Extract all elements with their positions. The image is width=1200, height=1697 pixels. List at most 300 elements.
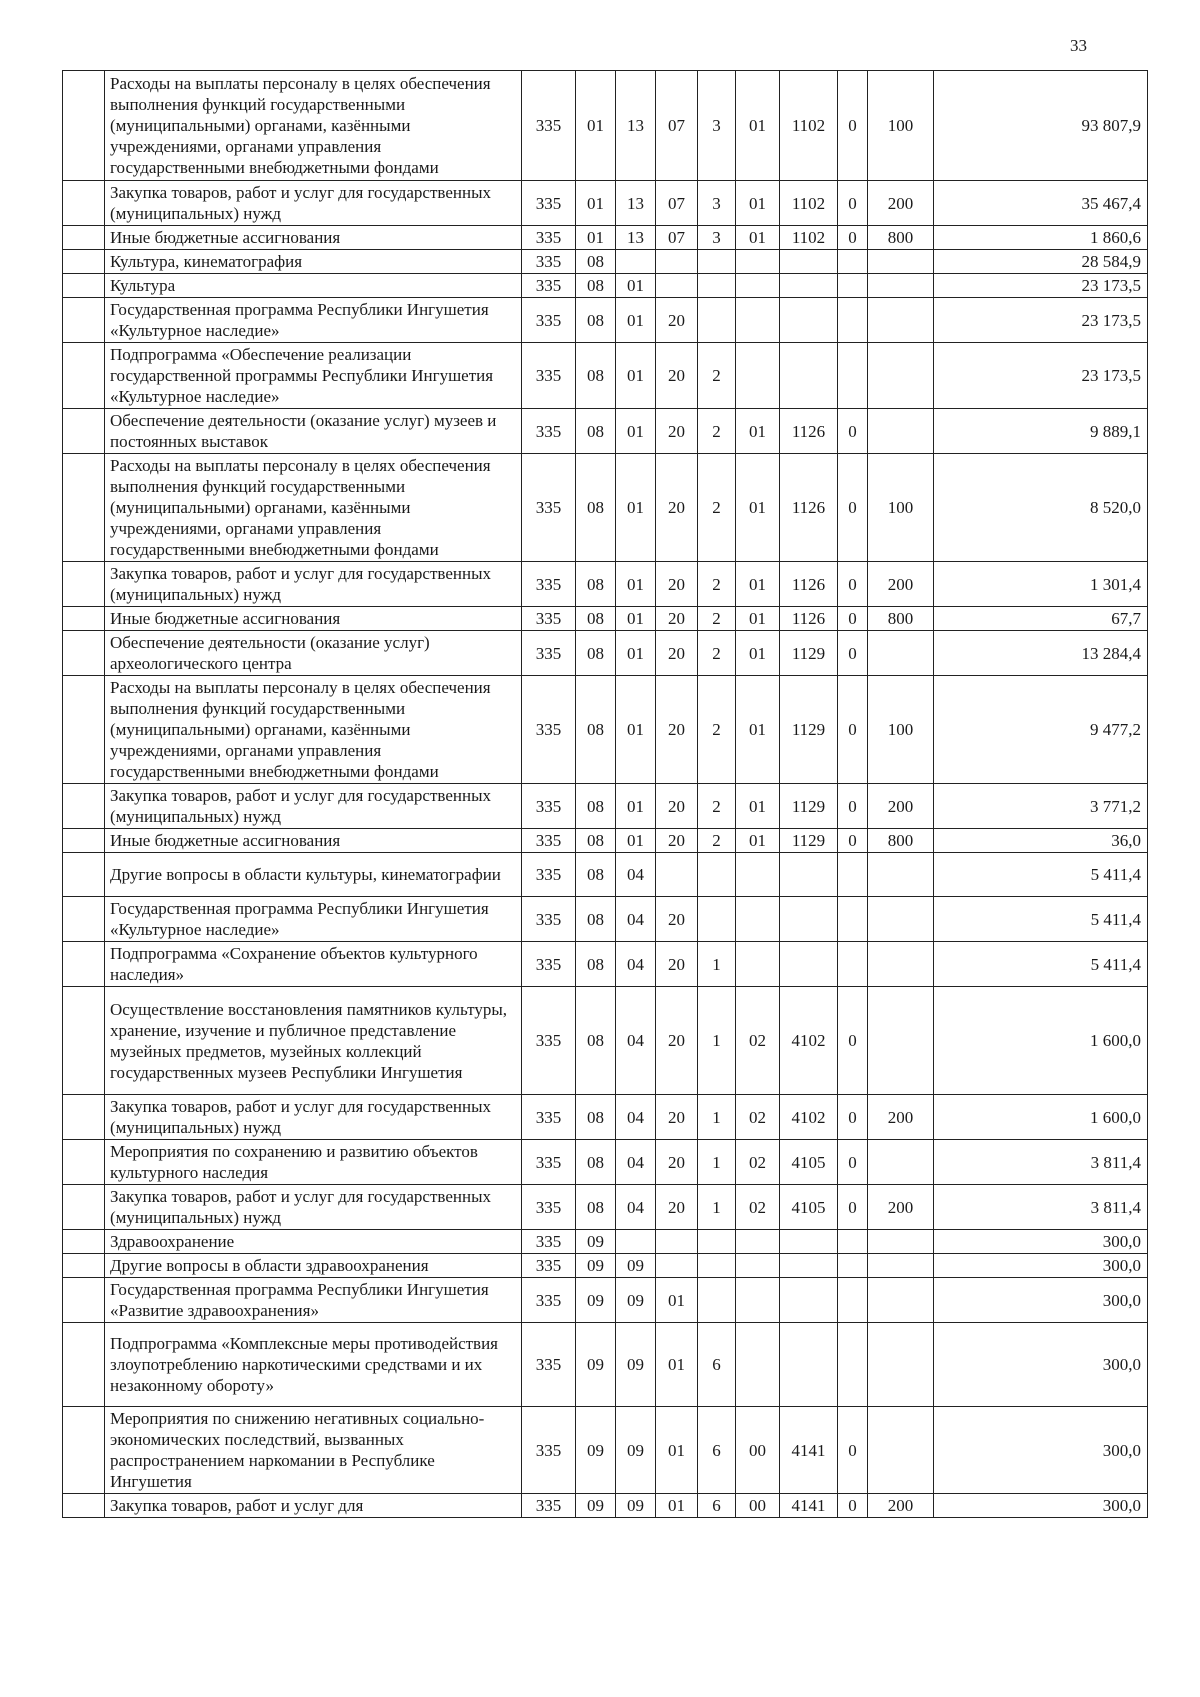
program-code: 20: [656, 942, 698, 987]
table-row: [63, 1254, 1148, 1278]
program-code: 20: [656, 1185, 698, 1230]
admin-code: 335: [522, 829, 576, 853]
table-row: [63, 274, 1148, 298]
table-row: [63, 1278, 1148, 1323]
event-code: 01: [736, 607, 780, 631]
expense-type-code: [868, 1140, 934, 1185]
section-code: 08: [576, 942, 616, 987]
direction-code: [780, 1254, 838, 1278]
event-code: 01: [736, 181, 780, 226]
expense-type-code: [868, 343, 934, 409]
row-number-cell: [63, 942, 105, 987]
digit-code: 0: [838, 1494, 868, 1518]
item-name: Подпрограмма «Сохранение объектов культурного наследия»: [105, 942, 522, 987]
direction-code: 1126: [780, 409, 838, 454]
direction-code: 4102: [780, 1095, 838, 1140]
table-row: [63, 71, 1148, 181]
subprogram-code: [698, 274, 736, 298]
table-row: [63, 853, 1148, 897]
row-number-cell: [63, 987, 105, 1095]
section-code: 08: [576, 343, 616, 409]
section-code: 08: [576, 987, 616, 1095]
subprogram-code: 2: [698, 829, 736, 853]
subprogram-code: [698, 1278, 736, 1323]
amount: 300,0: [934, 1494, 1148, 1518]
admin-code: 335: [522, 1140, 576, 1185]
subprogram-code: [698, 298, 736, 343]
admin-code: 335: [522, 1254, 576, 1278]
digit-code: 0: [838, 562, 868, 607]
expense-type-code: 200: [868, 1185, 934, 1230]
amount: 9 477,2: [934, 676, 1148, 784]
row-number-cell: [63, 274, 105, 298]
subsection-code: 13: [616, 181, 656, 226]
table-row: [63, 1407, 1148, 1494]
section-code: 08: [576, 454, 616, 562]
row-number-cell: [63, 1185, 105, 1230]
amount: 1 301,4: [934, 562, 1148, 607]
event-code: [736, 1230, 780, 1254]
row-number-cell: [63, 298, 105, 343]
admin-code: 335: [522, 1095, 576, 1140]
program-code: 20: [656, 454, 698, 562]
item-name: Культура: [105, 274, 522, 298]
item-name: Закупка товаров, работ и услуг для государственных (муниципальных) нужд: [105, 1095, 522, 1140]
program-code: [656, 1254, 698, 1278]
expense-type-code: [868, 1323, 934, 1407]
expense-type-code: 200: [868, 1494, 934, 1518]
row-number-cell: [63, 676, 105, 784]
item-name: Другие вопросы в области культуры, кинематографии: [105, 853, 522, 897]
table-row: [63, 1095, 1148, 1140]
direction-code: [780, 1323, 838, 1407]
table-row: [63, 607, 1148, 631]
expense-type-code: [868, 1278, 934, 1323]
table-row: [63, 181, 1148, 226]
subsection-code: 09: [616, 1407, 656, 1494]
direction-code: [780, 274, 838, 298]
row-number-cell: [63, 1323, 105, 1407]
amount: 1 600,0: [934, 987, 1148, 1095]
section-code: 08: [576, 829, 616, 853]
amount: 5 411,4: [934, 942, 1148, 987]
subsection-code: 04: [616, 1095, 656, 1140]
admin-code: 335: [522, 631, 576, 676]
admin-code: 335: [522, 454, 576, 562]
digit-code: 0: [838, 1407, 868, 1494]
subsection-code: 04: [616, 942, 656, 987]
direction-code: 1102: [780, 181, 838, 226]
table-body: [63, 71, 1148, 1518]
section-code: 01: [576, 226, 616, 250]
table-row: [63, 298, 1148, 343]
item-name: Расходы на выплаты персоналу в целях обеспечения выполнения функций государственными (муниципальными) органами, казёнными учреждениями, органами управления государственными внебюджетными фондами: [105, 71, 522, 181]
amount: 67,7: [934, 607, 1148, 631]
event-code: 01: [736, 562, 780, 607]
admin-code: 335: [522, 298, 576, 343]
digit-code: [838, 298, 868, 343]
section-code: 09: [576, 1494, 616, 1518]
amount: 13 284,4: [934, 631, 1148, 676]
expense-type-code: 200: [868, 784, 934, 829]
subsection-code: 04: [616, 1185, 656, 1230]
page-number: 33: [1070, 36, 1087, 55]
amount: 1 600,0: [934, 1095, 1148, 1140]
digit-code: 0: [838, 829, 868, 853]
digit-code: [838, 343, 868, 409]
item-name: Другие вопросы в области здравоохранения: [105, 1254, 522, 1278]
event-code: 01: [736, 409, 780, 454]
admin-code: 335: [522, 853, 576, 897]
amount: 300,0: [934, 1230, 1148, 1254]
amount: 3 811,4: [934, 1185, 1148, 1230]
row-number-cell: [63, 1494, 105, 1518]
digit-code: 0: [838, 631, 868, 676]
expense-type-code: [868, 250, 934, 274]
digit-code: 0: [838, 676, 868, 784]
program-code: 07: [656, 226, 698, 250]
program-code: 01: [656, 1494, 698, 1518]
section-code: 08: [576, 1140, 616, 1185]
admin-code: 335: [522, 1278, 576, 1323]
item-name: Закупка товаров, работ и услуг для государственных (муниципальных) нужд: [105, 1185, 522, 1230]
amount: 300,0: [934, 1323, 1148, 1407]
item-name: Культура, кинематография: [105, 250, 522, 274]
admin-code: 335: [522, 274, 576, 298]
subsection-code: 13: [616, 226, 656, 250]
admin-code: 335: [522, 607, 576, 631]
admin-code: 335: [522, 226, 576, 250]
event-code: 01: [736, 676, 780, 784]
subprogram-code: 1: [698, 1185, 736, 1230]
direction-code: [780, 250, 838, 274]
subsection-code: 01: [616, 298, 656, 343]
section-code: 08: [576, 1185, 616, 1230]
subsection-code: 01: [616, 562, 656, 607]
digit-code: 0: [838, 1095, 868, 1140]
admin-code: 335: [522, 562, 576, 607]
direction-code: 1102: [780, 226, 838, 250]
row-number-cell: [63, 853, 105, 897]
subprogram-code: [698, 1230, 736, 1254]
program-code: 20: [656, 1095, 698, 1140]
section-code: 08: [576, 1095, 616, 1140]
event-code: [736, 1278, 780, 1323]
direction-code: 4105: [780, 1185, 838, 1230]
amount: 8 520,0: [934, 454, 1148, 562]
event-code: 00: [736, 1494, 780, 1518]
subprogram-code: [698, 250, 736, 274]
subsection-code: 04: [616, 853, 656, 897]
direction-code: 1126: [780, 454, 838, 562]
item-name: Закупка товаров, работ и услуг для государственных (муниципальных) нужд: [105, 562, 522, 607]
item-name: Государственная программа Республики Ингушетия «Культурное наследие»: [105, 298, 522, 343]
digit-code: [838, 250, 868, 274]
subprogram-code: 1: [698, 1140, 736, 1185]
event-code: 02: [736, 1185, 780, 1230]
event-code: 01: [736, 226, 780, 250]
digit-code: [838, 897, 868, 942]
item-name: Подпрограмма «Обеспечение реализации государственной программы Республики Ингушетия «Культурное наследие»: [105, 343, 522, 409]
program-code: 20: [656, 676, 698, 784]
subprogram-code: 1: [698, 1095, 736, 1140]
amount: 300,0: [934, 1254, 1148, 1278]
amount: 300,0: [934, 1278, 1148, 1323]
amount: 93 807,9: [934, 71, 1148, 181]
program-code: 01: [656, 1407, 698, 1494]
event-code: 01: [736, 71, 780, 181]
direction-code: 1129: [780, 829, 838, 853]
subprogram-code: 6: [698, 1494, 736, 1518]
direction-code: 1126: [780, 562, 838, 607]
item-name: Закупка товаров, работ и услуг для государственных (муниципальных) нужд: [105, 181, 522, 226]
event-code: [736, 942, 780, 987]
program-code: 20: [656, 409, 698, 454]
direction-code: [780, 1230, 838, 1254]
amount: 3 771,2: [934, 784, 1148, 829]
row-number-cell: [63, 343, 105, 409]
amount: 23 173,5: [934, 274, 1148, 298]
direction-code: 1129: [780, 631, 838, 676]
event-code: [736, 1254, 780, 1278]
direction-code: [780, 1278, 838, 1323]
section-code: 08: [576, 298, 616, 343]
digit-code: 0: [838, 987, 868, 1095]
direction-code: [780, 897, 838, 942]
subsection-code: 09: [616, 1323, 656, 1407]
budget-table: [62, 70, 1148, 1518]
event-code: 01: [736, 454, 780, 562]
subsection-code: 04: [616, 1140, 656, 1185]
admin-code: 335: [522, 897, 576, 942]
section-code: 09: [576, 1407, 616, 1494]
expense-type-code: [868, 897, 934, 942]
row-number-cell: [63, 1230, 105, 1254]
subsection-code: 01: [616, 784, 656, 829]
amount: 28 584,9: [934, 250, 1148, 274]
event-code: [736, 298, 780, 343]
program-code: 01: [656, 1278, 698, 1323]
direction-code: [780, 343, 838, 409]
section-code: 09: [576, 1254, 616, 1278]
subprogram-code: 2: [698, 607, 736, 631]
event-code: 01: [736, 631, 780, 676]
digit-code: 0: [838, 607, 868, 631]
section-code: 08: [576, 676, 616, 784]
subprogram-code: 3: [698, 181, 736, 226]
item-name: Осуществление восстановления памятников культуры, хранение, изучение и публичное представление музейных предметов, музейных коллекций государственных музеев Республики Ингушетия: [105, 987, 522, 1095]
table-row: [63, 829, 1148, 853]
subprogram-code: [698, 1254, 736, 1278]
digit-code: 0: [838, 1140, 868, 1185]
program-code: 20: [656, 897, 698, 942]
subprogram-code: 6: [698, 1323, 736, 1407]
direction-code: 1129: [780, 784, 838, 829]
section-code: 09: [576, 1230, 616, 1254]
program-code: [656, 250, 698, 274]
table-row: [63, 897, 1148, 942]
section-code: 08: [576, 607, 616, 631]
section-code: 08: [576, 409, 616, 454]
amount: 35 467,4: [934, 181, 1148, 226]
item-name: Мероприятия по сохранению и развитию объектов культурного наследия: [105, 1140, 522, 1185]
event-code: [736, 897, 780, 942]
admin-code: 335: [522, 71, 576, 181]
event-code: [736, 853, 780, 897]
direction-code: [780, 298, 838, 343]
program-code: 20: [656, 298, 698, 343]
expense-type-code: [868, 409, 934, 454]
event-code: [736, 343, 780, 409]
subprogram-code: 2: [698, 784, 736, 829]
expense-type-code: [868, 631, 934, 676]
event-code: 01: [736, 829, 780, 853]
event-code: [736, 1323, 780, 1407]
table-row: [63, 784, 1148, 829]
expense-type-code: [868, 1230, 934, 1254]
program-code: 20: [656, 631, 698, 676]
section-code: 09: [576, 1323, 616, 1407]
digit-code: [838, 1230, 868, 1254]
subprogram-code: 2: [698, 631, 736, 676]
row-number-cell: [63, 784, 105, 829]
expense-type-code: [868, 853, 934, 897]
subprogram-code: 2: [698, 562, 736, 607]
digit-code: 0: [838, 226, 868, 250]
program-code: 07: [656, 181, 698, 226]
admin-code: 335: [522, 784, 576, 829]
row-number-cell: [63, 631, 105, 676]
item-name: Иные бюджетные ассигнования: [105, 226, 522, 250]
table-row: [63, 1185, 1148, 1230]
admin-code: 335: [522, 1185, 576, 1230]
admin-code: 335: [522, 987, 576, 1095]
row-number-cell: [63, 409, 105, 454]
subprogram-code: 2: [698, 454, 736, 562]
amount: 5 411,4: [934, 853, 1148, 897]
event-code: [736, 274, 780, 298]
item-name: Мероприятия по снижению негативных социально-экономических последствий, вызванных распространением наркомании в Республике Ингушетия: [105, 1407, 522, 1494]
subsection-code: 01: [616, 631, 656, 676]
subsection-code: 09: [616, 1494, 656, 1518]
event-code: 00: [736, 1407, 780, 1494]
row-number-cell: [63, 226, 105, 250]
expense-type-code: 800: [868, 226, 934, 250]
program-code: 20: [656, 607, 698, 631]
subsection-code: 13: [616, 71, 656, 181]
item-name: Расходы на выплаты персоналу в целях обеспечения выполнения функций государственными (муниципальными) органами, казёнными учреждениями, органами управления государственными внебюджетными фондами: [105, 454, 522, 562]
direction-code: [780, 853, 838, 897]
direction-code: 4102: [780, 987, 838, 1095]
subprogram-code: 2: [698, 676, 736, 784]
item-name: Государственная программа Республики Ингушетия «Культурное наследие»: [105, 897, 522, 942]
subsection-code: 01: [616, 274, 656, 298]
expense-type-code: 200: [868, 1095, 934, 1140]
direction-code: 1126: [780, 607, 838, 631]
direction-code: 4141: [780, 1494, 838, 1518]
table-row: [63, 1494, 1148, 1518]
admin-code: 335: [522, 1407, 576, 1494]
row-number-cell: [63, 897, 105, 942]
program-code: 20: [656, 562, 698, 607]
amount: 5 411,4: [934, 897, 1148, 942]
row-number-cell: [63, 1095, 105, 1140]
admin-code: 335: [522, 942, 576, 987]
expense-type-code: [868, 987, 934, 1095]
item-name: Здравоохранение: [105, 1230, 522, 1254]
table-row: [63, 562, 1148, 607]
subprogram-code: 3: [698, 71, 736, 181]
admin-code: 335: [522, 1230, 576, 1254]
digit-code: [838, 1278, 868, 1323]
event-code: 02: [736, 987, 780, 1095]
expense-type-code: 100: [868, 676, 934, 784]
direction-code: 4105: [780, 1140, 838, 1185]
row-number-cell: [63, 1140, 105, 1185]
table-row: [63, 454, 1148, 562]
table-row: [63, 1140, 1148, 1185]
subprogram-code: 3: [698, 226, 736, 250]
table-row: [63, 250, 1148, 274]
section-code: 08: [576, 897, 616, 942]
expense-type-code: [868, 298, 934, 343]
digit-code: [838, 274, 868, 298]
row-number-cell: [63, 1278, 105, 1323]
expense-type-code: 800: [868, 829, 934, 853]
subprogram-code: 6: [698, 1407, 736, 1494]
row-number-cell: [63, 562, 105, 607]
direction-code: 4141: [780, 1407, 838, 1494]
table-row: [63, 409, 1148, 454]
item-name: Государственная программа Республики Ингушетия «Развитие здравоохранения»: [105, 1278, 522, 1323]
section-code: 01: [576, 181, 616, 226]
direction-code: 1129: [780, 676, 838, 784]
section-code: 08: [576, 853, 616, 897]
row-number-cell: [63, 829, 105, 853]
expense-type-code: 100: [868, 454, 934, 562]
digit-code: 0: [838, 784, 868, 829]
table-row: [63, 631, 1148, 676]
table-row: [63, 1230, 1148, 1254]
row-number-cell: [63, 454, 105, 562]
program-code: 20: [656, 343, 698, 409]
expense-type-code: 200: [868, 181, 934, 226]
section-code: 08: [576, 274, 616, 298]
amount: 23 173,5: [934, 343, 1148, 409]
row-number-cell: [63, 1407, 105, 1494]
digit-code: 0: [838, 71, 868, 181]
subsection-code: 01: [616, 829, 656, 853]
amount: 9 889,1: [934, 409, 1148, 454]
program-code: 20: [656, 784, 698, 829]
item-name: Закупка товаров, работ и услуг для государственных (муниципальных) нужд: [105, 784, 522, 829]
expense-type-code: [868, 1407, 934, 1494]
event-code: 02: [736, 1095, 780, 1140]
event-code: 02: [736, 1140, 780, 1185]
event-code: [736, 250, 780, 274]
item-name: Закупка товаров, работ и услуг для: [105, 1494, 522, 1518]
table-row: [63, 343, 1148, 409]
expense-type-code: 200: [868, 562, 934, 607]
table-row: [63, 676, 1148, 784]
subsection-code: 09: [616, 1254, 656, 1278]
subsection-code: [616, 1230, 656, 1254]
item-name: Подпрограмма «Комплексные меры противодействия злоупотреблению наркотическими средствами и их незаконному обороту»: [105, 1323, 522, 1407]
subprogram-code: 1: [698, 942, 736, 987]
section-code: 01: [576, 71, 616, 181]
program-code: [656, 853, 698, 897]
item-name: Обеспечение деятельности (оказание услуг) музеев и постоянных выставок: [105, 409, 522, 454]
